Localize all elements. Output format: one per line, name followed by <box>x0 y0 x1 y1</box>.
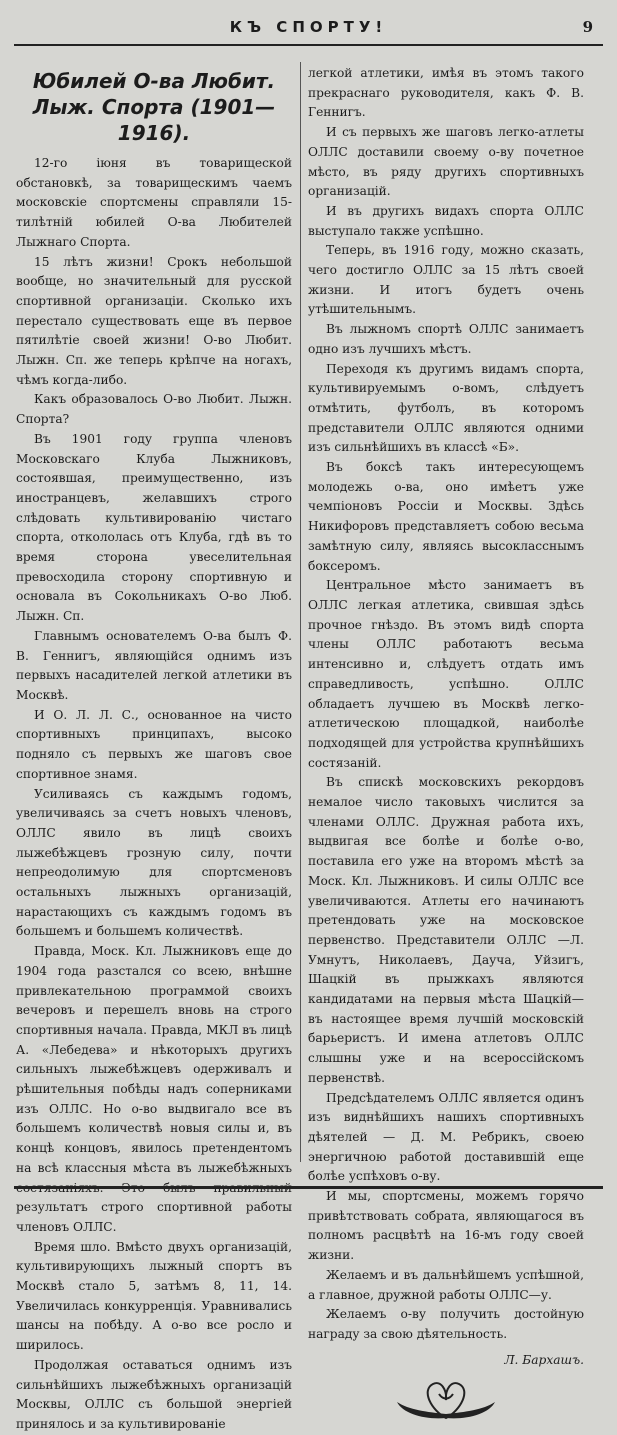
paragraph: И О. Л. Л. С., основанное на чисто спортивныхъ принципахъ, высоко подняло съ первыхъ же шаговъ свое спортивное знамя. <box>16 707 292 781</box>
paragraph: Въ боксѣ такъ интересующемъ молодежь о-ва, оно имѣетъ уже чемпіоновъ Россіи и Москвы. Здѣсь Никифоровъ представляетъ собою весьма замѣтную силу, являясь высокласснымъ боксеромъ. <box>308 460 584 573</box>
paragraph: 12-го іюня въ товарищеской обстановкѣ, за товарищескимъ чаемъ московскіе спортсмены справляли 15-тилѣтній юбилей О-ва Любителей Лыжнаго Спорта. <box>16 156 292 249</box>
paragraph: И мы, спортсмены, можемъ горячо привѣтствовать собрата, являющагося въ полномъ расцвѣтѣ на 16-мъ году своей жизни. <box>308 1189 584 1263</box>
paragraph: Время шло. Вмѣсто двухъ организацій, культивирующихъ лыжный спортъ въ Москвѣ стало 5, затѣмъ 8, 11, 14. Увеличилась конкурренція. Уравнивались шансы на побѣду. А о-во все росло и ширилось. <box>16 1239 292 1353</box>
paragraph: Въ лыжномъ спортѣ ОЛЛС занимаетъ одно изъ лучшихъ мѣстъ. <box>308 322 584 356</box>
article-title: Юбилей О-ва Любит. Лыж. Спорта (1901—1916). <box>32 69 276 145</box>
floral-ornament-icon <box>391 1380 501 1422</box>
paragraph: Теперь, въ 1916 году, можно сказать, чего достигло ОЛЛС за 15 лѣтъ своей жизни. И итогъ будетъ очень утѣшительнымъ. <box>308 243 584 317</box>
paragraph: И въ другихъ видахъ спорта ОЛЛС выступало также успѣшно. <box>308 203 584 238</box>
paragraph: Какъ образовалось О-во Любит. Лыжн. Спорта? <box>16 392 292 427</box>
magazine-title: КЪ СПОРТУ! <box>229 18 388 36</box>
column-divider <box>300 62 301 1162</box>
paragraph: Въ 1901 году группа членовъ Московскаго Клуба Лыжниковъ, состоявшая, преимущественно, изъ иностранцевъ, желавшихъ строго слѣдовать культивированію чистаго спорта, откололась отъ Клуба, гдѣ въ то время сторона увеселительная превосходила сторону спортивную и основала въ Сокольникахъ О-во Люб. Лыжн. Сп. <box>16 431 292 624</box>
left-column <box>16 64 292 1435</box>
bottom-rule <box>14 1186 603 1189</box>
paragraph: Переходя къ другимъ видамъ спорта, культивируемымъ о-вомъ, слѣдуетъ отмѣтить, футболъ, въ которомъ представители ОЛЛС являются одними изъ сильнѣйшихъ въ классѣ «Б». <box>308 361 584 455</box>
paragraph: И съ первыхъ же шаговъ легко-атлеты ОЛЛС доставили своему о-ву почетное мѣсто, въ ряду другихъ спортивныхъ организацій. <box>308 125 584 199</box>
page-header <box>14 18 603 48</box>
right-column <box>308 64 584 1422</box>
paragraph: Желаемъ о-ву получить достойную награду за свою дѣятельность. <box>308 1307 584 1341</box>
page-number: 9 <box>582 18 593 36</box>
paragraph: легкой атлетики, имѣя въ этомъ такого прекраснаго руководителя, какъ Ф. В. Геннигъ. <box>308 66 584 120</box>
paragraph: Желаемъ и въ дальнѣйшемъ успѣшной, а главное, дружной работы ОЛЛС—у. <box>308 1267 584 1302</box>
paragraph: Усиливаясь съ каждымъ годомъ, увеличиваясь за счетъ новыхъ членовъ, ОЛЛС явило въ лицѣ своихъ лыжебѣжцевъ грозную силу, почти непреодолимую для спортсменовъ остальныхъ лыжныхъ организацій, нарастающихъ съ каждымъ годомъ въ большемъ и большемъ количествѣ. <box>16 786 292 939</box>
paragraph: Правда, Моск. Кл. Лыжниковъ еще до 1904 года разстался со всею, внѣшне привлекательною программой своихъ вечеровъ и перешелъ вновь на строго спортивныя начала. Правда, МКЛ въ лицѣ А. «Лебедева» и нѣкоторыхъ другихъ сильныхъ лыжебѣжцевъ одерживалъ и рѣшительныя побѣды надъ соперниками изъ ОЛЛС. Но о-во выдвигало все въ большемъ количествѣ новыя силы и, въ концѣ концовъ, явилось претендентомъ на всѣ классныя мѣста въ лыжебѣжныхъ состязаніяхъ. Это былъ правильный результатъ строго спортивной работы членовъ ОЛЛС. <box>16 944 292 1234</box>
header-rule <box>14 44 603 46</box>
paragraph: Предсѣдателемъ ОЛЛС является одинъ изъ виднѣйшихъ нашихъ спортивныхъ дѣятелей — Д. М. Ребрикъ, своею энергичною работой доставившій еще болѣе успѣховъ о-ву. <box>308 1090 584 1184</box>
paragraph: Центральное мѣсто занимаетъ въ ОЛЛС легкая атлетика, свившая здѣсь прочное гнѣздо. Въ этомъ видѣ спорта члены ОЛЛС работаютъ весьма интенсивно и, слѣдуетъ отдать имъ справедливость, успѣшно. ОЛЛС обладаетъ лучшею въ Москвѣ легко-атлетическою площадкой, наиболѣе подходящей для устройства крупнѣйшихъ состязаній. <box>308 578 584 770</box>
paragraph: Главнымъ основателемъ О-ва былъ Ф. В. Геннигъ, являющійся однимъ изъ первыхъ насадителей легкой атлетики въ Москвѣ. <box>16 628 292 702</box>
paragraph: 15 лѣтъ жизни! Срокъ небольшой вообще, но значительный для русской спортивной организаціи. Сколько ихъ перестало существовать еще въ первое пятилѣтіе своей жизни! О-во Любит. Лыжн. Сп. же теперь крѣпче на ногахъ, чѣмъ когда-либо. <box>16 254 292 387</box>
paragraph: Въ спискѣ московскихъ рекордовъ немалое число таковыхъ числится за членами ОЛЛС. Дружная работа ихъ, выдвигая все болѣе и болѣе о-во, поставила его уже на второмъ мѣстѣ за Моск. Кл. Лыжниковъ. И силы ОЛЛС все увеличиваются. Атлеты его начинаютъ претендовать уже на московское первенство. Представители ОЛЛС —Л. Умнутъ, Николаевъ, Дауча, Уйзигъ, Шацкій въ прыжкахъ являются кандидатами на первыя мѣста Шацкій—въ настоящее время лучшій московскій барьеристъ. И имена атлетовъ ОЛЛС слышны уже и на всероссійскомъ первенствѣ. <box>308 775 584 1085</box>
author-signature: Л. Бархашъ. <box>504 1352 584 1367</box>
paragraph: Продолжая оставаться однимъ изъ сильнѣйшихъ лыжебѣжныхъ организацій Москвы, ОЛЛС съ большой энергіей принялось и за культивированіе <box>16 1357 292 1431</box>
